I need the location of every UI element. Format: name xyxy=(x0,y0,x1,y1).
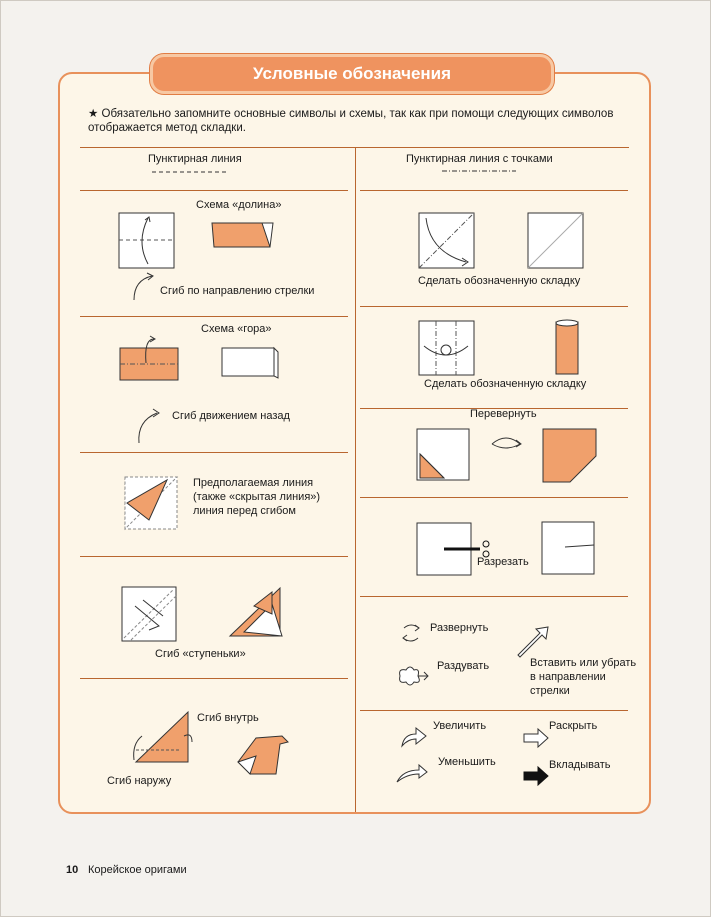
dashed-line-label: Пунктирная линия xyxy=(148,153,242,165)
page-title: Условные обозначения xyxy=(252,64,452,83)
divider xyxy=(360,596,628,597)
inside-outside-result xyxy=(236,732,294,778)
dashed-line-sample xyxy=(150,170,230,174)
divider xyxy=(360,306,628,307)
inflate-label: Раздувать xyxy=(437,660,490,672)
turn-over-icon xyxy=(488,432,524,452)
tuck-label: Вкладывать xyxy=(549,759,611,771)
turn-over-label: Перевернуть xyxy=(470,408,537,420)
divider xyxy=(360,710,628,711)
unfold-label: Развернуть xyxy=(430,622,489,634)
title-banner xyxy=(150,54,554,94)
page-number: 10 xyxy=(66,864,79,876)
divider xyxy=(360,190,628,191)
mountain-folded-paper xyxy=(220,346,280,380)
turn-over-after xyxy=(542,428,598,484)
valley-fold-label: Сгиб по направлению стрелки xyxy=(160,285,315,297)
inflate-icon xyxy=(396,664,432,688)
step-folded-paper xyxy=(228,584,286,640)
crease-label: Сделать обозначенную складку xyxy=(418,275,581,287)
cut-label: Разрезать xyxy=(477,556,529,568)
enlarge-label: Увеличить xyxy=(433,720,487,732)
column-divider xyxy=(355,147,356,812)
outside-fold-label: Сгиб наружу xyxy=(107,775,172,787)
reduce-icon xyxy=(395,764,429,784)
divider xyxy=(80,316,348,317)
valley-fold-diagram xyxy=(118,212,178,270)
unfold-icon xyxy=(398,620,424,646)
cut-diagram xyxy=(416,522,496,578)
rolled-paper xyxy=(553,318,583,378)
valley-scheme-label: Схема «долина» xyxy=(196,199,282,211)
divider xyxy=(80,452,348,453)
valley-arrow-icon xyxy=(128,272,158,302)
divider xyxy=(360,497,628,498)
valley-folded-paper xyxy=(210,220,276,250)
step-fold-diagram xyxy=(121,586,177,642)
inside-fold-label: Сгиб внутрь xyxy=(197,712,259,724)
crease2-diagram xyxy=(418,320,476,376)
mountain-fold-label: Сгиб движением назад xyxy=(172,410,290,422)
divider xyxy=(80,678,348,679)
mountain-scheme-label: Схема «гора» xyxy=(201,323,272,335)
enlarge-icon xyxy=(400,726,428,748)
intro-text: ★ Обязательно запомните основные символы и схемы, так как при помощи следующих символов отображается метод складки. xyxy=(88,108,614,134)
divider xyxy=(80,556,348,557)
open-icon xyxy=(522,728,550,748)
dot-dash-line-sample xyxy=(440,169,520,173)
turn-over-before xyxy=(416,428,472,482)
crease-result xyxy=(527,212,585,270)
crease-diagram xyxy=(418,212,476,270)
inside-outside-diagram xyxy=(132,708,194,768)
dot-dash-line-label: Пунктирная линия с точками xyxy=(406,153,553,165)
hidden-line-diagram xyxy=(123,475,179,531)
mountain-fold-diagram xyxy=(118,333,182,383)
insert-arrow-icon xyxy=(514,625,550,659)
crease2-label: Сделать обозначенную складку xyxy=(424,378,587,390)
step-fold-label: Сгиб «ступеньки» xyxy=(155,648,246,660)
book-title: Корейское оригами xyxy=(88,864,187,876)
cut-result xyxy=(541,521,597,577)
reduce-label: Уменьшить xyxy=(438,756,496,768)
hidden-line-label: Предполагаемая линия (также «скрытая линия») линия перед сгибом xyxy=(193,477,321,517)
insert-label: Вставить или убрать в направлении стрелки xyxy=(530,657,637,697)
tuck-icon xyxy=(522,766,550,786)
divider xyxy=(80,190,348,191)
mountain-arrow-icon xyxy=(133,405,167,445)
open-label: Раскрыть xyxy=(549,720,598,732)
